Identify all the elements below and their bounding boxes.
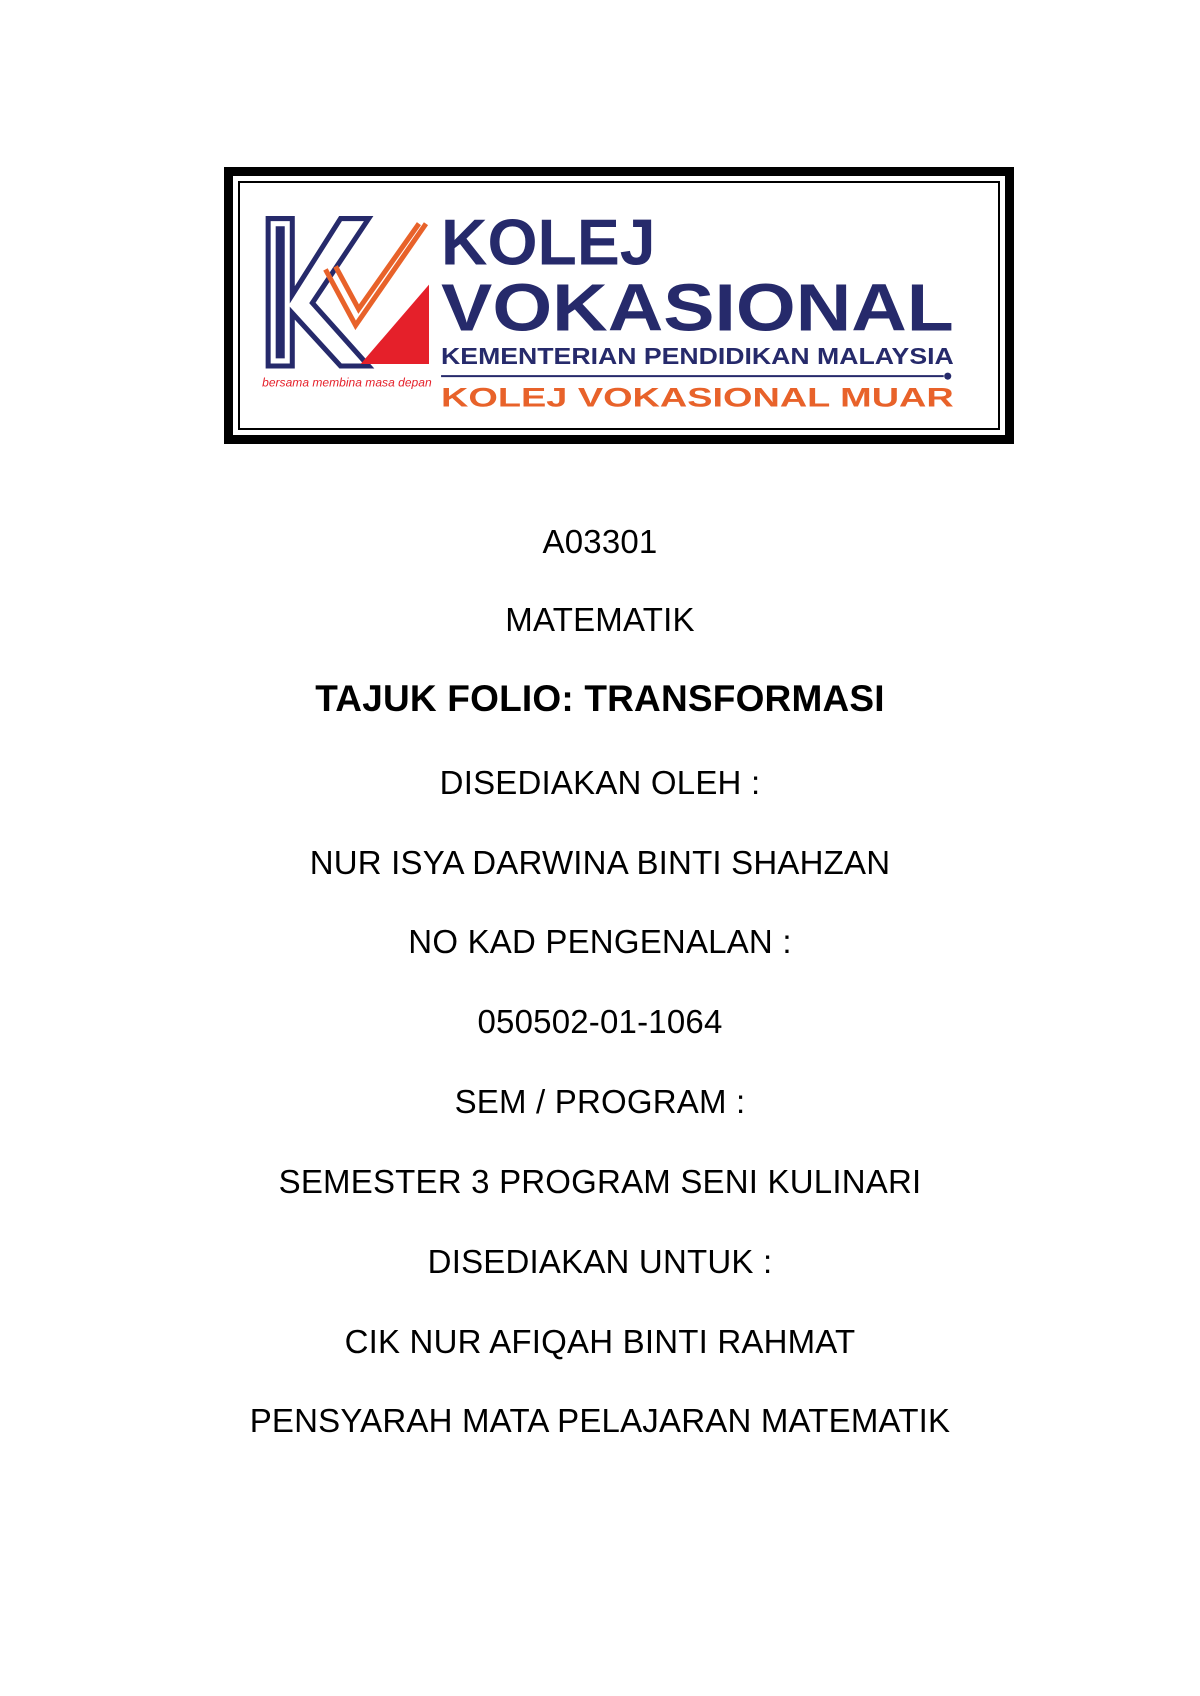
- kv-emblem-icon: [240, 183, 998, 428]
- subject-name: MATEMATIK: [505, 601, 695, 638]
- lecturer-name: CIK NUR AFIQAH BINTI RAHMAT: [344, 1323, 856, 1360]
- logo-title-line1: KOLEJ: [441, 204, 656, 279]
- sem-program-label: SEM / PROGRAM :: [454, 1083, 746, 1120]
- sem-program: SEMESTER 3 PROGRAM SENI KULINARI: [278, 1163, 922, 1200]
- logo-inner-border: [233, 176, 1005, 435]
- logo-college-name: KOLEJ VOKASIONAL MUAR: [441, 382, 954, 413]
- logo-title-line2: VOKASIONAL: [441, 271, 954, 346]
- college-logo: [224, 167, 1014, 444]
- ic-number: 050502-01-1064: [477, 1003, 723, 1040]
- logo-tagline: bersama membina masa depan: [262, 375, 432, 390]
- student-name: NUR ISYA DARWINA BINTI SHAHZAN: [309, 844, 891, 881]
- k-letter-mark: [268, 219, 369, 366]
- folio-title: TAJUK FOLIO: TRANSFORMASI: [315, 678, 885, 719]
- red-triangle-mark: [361, 285, 429, 364]
- prepared-by-label: DISEDIAKAN OLEH :: [439, 764, 761, 801]
- logo-ministry: KEMENTERIAN PENDIDIKAN MALAYSIA: [441, 342, 954, 369]
- lecturer-role: PENSYARAH MATA PELAJARAN MATEMATIK: [249, 1402, 951, 1439]
- prepared-for-label: DISEDIAKAN UNTUK :: [427, 1243, 773, 1280]
- ic-label: NO KAD PENGENALAN :: [408, 923, 792, 960]
- logo-divider-dot: [944, 373, 951, 380]
- course-code: A03301: [542, 523, 658, 560]
- logo-panel: [238, 181, 1000, 430]
